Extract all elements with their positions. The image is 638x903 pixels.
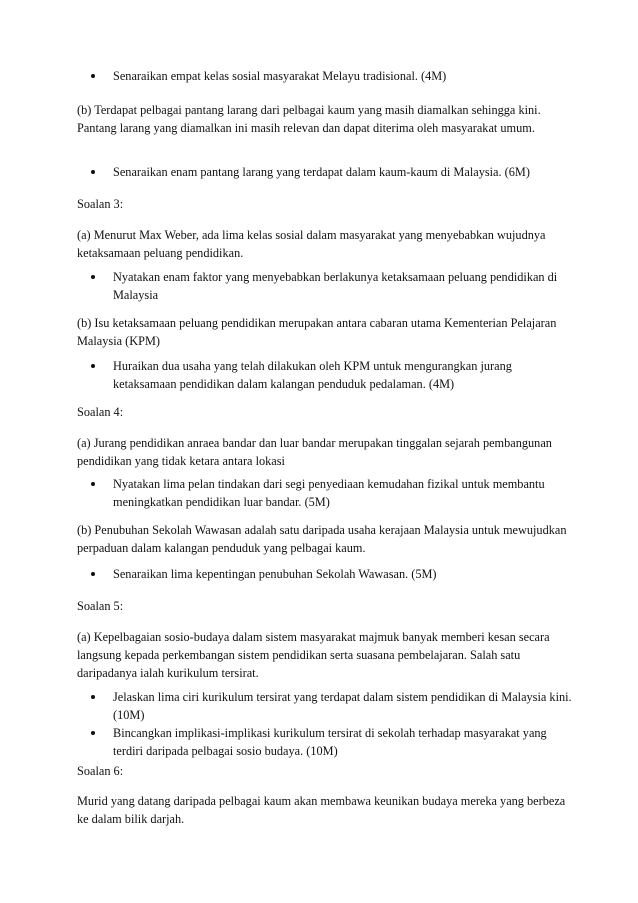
bullet-icon [91, 482, 95, 486]
bullet-list [0, 268, 638, 304]
question-heading: Soalan 4: [77, 405, 124, 419]
bullet-list [0, 475, 638, 511]
bullet-item [0, 565, 638, 583]
bullet-item [0, 475, 638, 511]
question-paragraph: (a) Kepelbagaian sosio-budaya dalam sistem masyarakat majmuk banyak memberi kesan secara langsung kepada perkembangan sistem pendidikan serta suasana pembelajaran. Salah satu daripadanya ialah kurikulum tersirat. [77, 630, 550, 680]
bullet-list [0, 163, 638, 181]
question-paragraph: (a) Menurut Max Weber, ada lima kelas sosial dalam masyarakat yang menyebabkan wujudnya ketaksamaan peluang pendidikan. [77, 228, 546, 260]
bullet-icon [91, 731, 95, 735]
question-heading: Soalan 6: [77, 764, 124, 778]
bullet-item [0, 268, 638, 304]
bullet-text: Senaraikan enam pantang larang yang terdapat dalam kaum-kaum di Malaysia. (6M) [113, 165, 530, 179]
bullet-icon [91, 572, 95, 576]
bullet-icon [91, 275, 95, 279]
bullet-list [0, 688, 638, 760]
bullet-text: Nyatakan enam faktor yang menyebabkan berlakunya ketaksamaan peluang pendidikan di Malaysia [113, 270, 558, 302]
bullet-item [0, 357, 638, 393]
bullet-text: Senaraikan lima kepentingan penubuhan Sekolah Wawasan. (5M) [113, 567, 437, 581]
bullet-icon [91, 170, 95, 174]
question-heading: Soalan 5: [77, 599, 124, 613]
bullet-item [0, 724, 638, 760]
bullet-list [0, 357, 638, 393]
bullet-item [0, 163, 638, 181]
bullet-list [0, 67, 638, 85]
bullet-text: Senaraikan empat kelas sosial masyarakat Melayu tradisional. (4M) [113, 69, 447, 83]
question-paragraph: (b) Terdapat pelbagai pantang larang dari pelbagai kaum yang masih diamalkan sehingga kini. Pantang larang yang diamalkan ini masih relevan dan dapat diterima oleh masyarakat umum. [77, 103, 541, 135]
question-paragraph: (b) Penubuhan Sekolah Wawasan adalah satu daripada usaha kerajaan Malaysia untuk mewujudkan perpaduan dalam kalangan penduduk yang pelbagai kaum. [77, 523, 567, 555]
bullet-text: Huraikan dua usaha yang telah dilakukan oleh KPM untuk mengurangkan jurang ketaksamaan pendidikan dalam kalangan penduduk pedalaman. (4M) [113, 359, 512, 391]
bullet-text: Nyatakan lima pelan tindakan dari segi penyediaan kemudahan fizikal untuk membantu meningkatkan pendidikan luar bandar. (5M) [113, 477, 545, 509]
bullet-item [0, 67, 638, 85]
question-paragraph: (b) Isu ketaksamaan peluang pendidikan merupakan antara cabaran utama Kementerian Pelajaran Malaysia (KPM) [77, 316, 557, 348]
bullet-text: Jelaskan lima ciri kurikulum tersirat yang terdapat dalam sistem pendidikan di Malaysia kini. (10M) [113, 690, 572, 722]
question-heading: Soalan 3: [77, 197, 124, 211]
question-paragraph: Murid yang datang daripada pelbagai kaum akan membawa keunikan budaya mereka yang berbeza ke dalam bilik darjah. [77, 794, 566, 826]
bullet-icon [91, 695, 95, 699]
bullet-list [0, 565, 638, 583]
bullet-icon [91, 74, 95, 78]
question-paragraph: (a) Jurang pendidikan anraea bandar dan luar bandar merupakan tinggalan sejarah pembangunan pendidikan yang tidak ketara antara lokasi [77, 436, 552, 468]
bullet-item [0, 688, 638, 724]
bullet-text: Bincangkan implikasi-implikasi kurikulum tersirat di sekolah terhadap masyarakat yang terdiri daripada pelbagai sosio budaya. (10M) [113, 726, 547, 758]
bullet-icon [91, 364, 95, 368]
